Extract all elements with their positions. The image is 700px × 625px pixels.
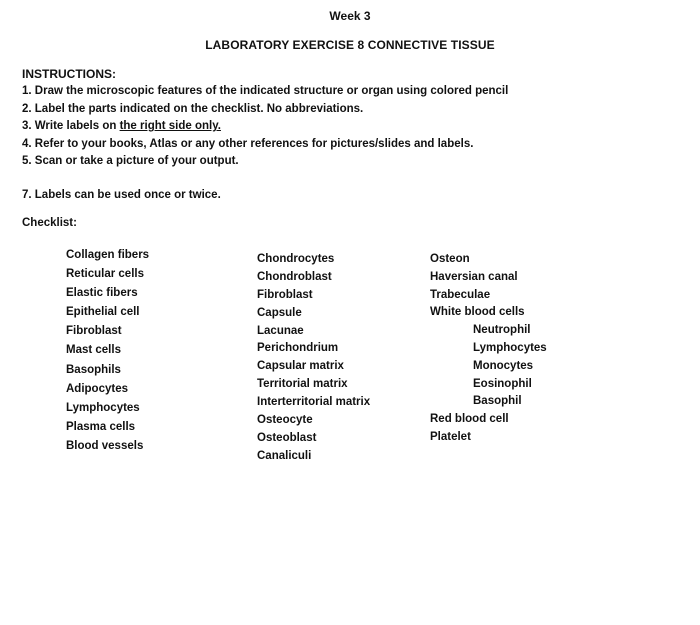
checklist-item: Lacunae [257, 324, 304, 337]
checklist-item: Haversian canal [430, 270, 518, 283]
checklist-item: Red blood cell [430, 413, 509, 426]
instruction-item: 4. Refer to your books, Atlas or any other references for pictures/slides and labels. [22, 137, 474, 150]
checklist-subitem: Neutrophil [473, 324, 531, 337]
checklist-item: Basophils [66, 363, 121, 376]
checklist-item: Blood vessels [66, 439, 144, 452]
checklist-item: Adipocytes [66, 382, 128, 395]
instruction-emphasis: the right side only. [119, 120, 221, 133]
checklist-item: Osteocyte [257, 414, 313, 427]
checklist-item: Epithelial cell [66, 306, 140, 319]
checklist-item: Chondrocytes [257, 253, 335, 265]
checklist-item: Platelet [430, 430, 471, 443]
checklist-column-2 [257, 251, 370, 466]
instruction-item: 2. Label the parts indicated on the checklist. No abbreviations. [22, 102, 364, 115]
checklist-item: Collagen fibers [66, 249, 150, 261]
checklist-column-1 [66, 246, 149, 456]
checklist-item: Perichondrium [257, 342, 339, 355]
checklist-item: Plasma cells [66, 420, 136, 433]
checklist-item: Territorial matrix [257, 378, 348, 391]
checklist-item: Fibroblast [66, 325, 122, 338]
instruction-item [22, 118, 508, 136]
checklist-item: Lymphocytes [66, 401, 140, 414]
checklist-item: Reticular cells [66, 268, 144, 281]
week-label: Week 3 [329, 9, 371, 23]
checklist-item: Elastic fibers [66, 287, 138, 300]
checklist-column-3 [430, 251, 547, 447]
checklist-item: Fibroblast [257, 288, 313, 301]
checklist-subitem: Eosinophil [473, 377, 532, 390]
instruction-item: 5. Scan or take a picture of your output. [22, 155, 239, 168]
checklist-item: Osteoblast [257, 431, 317, 444]
checklist-item: Capsule [257, 306, 302, 319]
checklist-item: Trabeculae [430, 288, 491, 301]
instruction-text: 3. Write labels on [22, 120, 120, 133]
checklist-item: Canaliculi [257, 449, 312, 462]
checklist-subitem: Basophil [473, 395, 522, 408]
checklist-item: Osteon [430, 253, 470, 265]
checklist-heading: Checklist: [22, 217, 77, 229]
checklist-item: Interterritorial matrix [257, 396, 371, 409]
instruction-note: 7. Labels can be used once or twice. [22, 189, 221, 201]
page-title: LABORATORY EXERCISE 8 CONNECTIVE TISSUE [205, 38, 495, 52]
checklist-subitem: Monocytes [473, 359, 534, 372]
checklist-item: Chondroblast [257, 270, 332, 283]
instruction-item: 1. Draw the microscopic features of the indicated structure or organ using colored pencil [22, 85, 509, 97]
checklist-item: Mast cells [66, 344, 121, 357]
checklist-item: Capsular matrix [257, 360, 344, 373]
instructions-list [22, 83, 508, 171]
instructions-heading: INSTRUCTIONS: [22, 67, 116, 81]
checklist-item: White blood cells [430, 306, 525, 319]
checklist-subitem: Lymphocytes [473, 341, 547, 354]
